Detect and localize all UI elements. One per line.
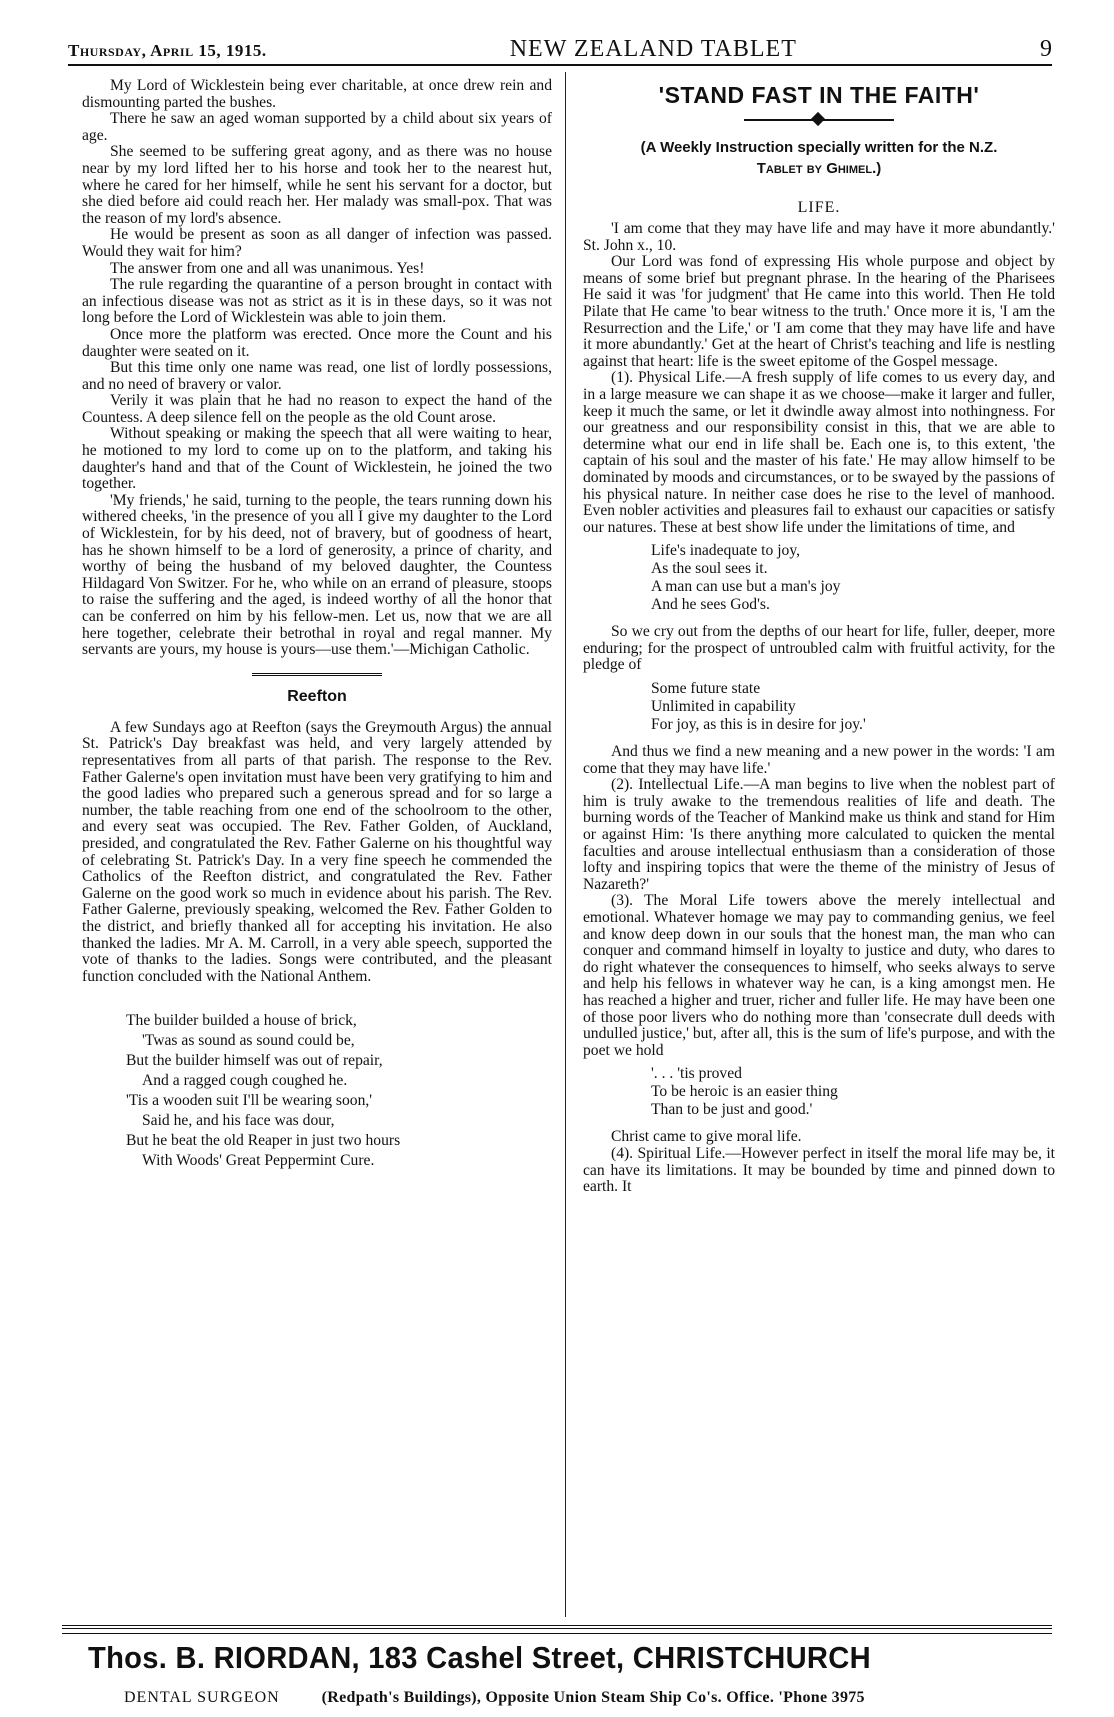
article-title: 'STAND FAST IN THE FAITH' [658, 82, 980, 108]
story-paragraph: There he saw an aged woman supported by a child about six years of age. [82, 110, 552, 144]
advert-address: (Redpath's Buildings), Opposite Union Steam Ship Co's. Office. 'Phone 3975 [321, 1689, 865, 1706]
verse-line: For joy, as this is in desire for joy.' [651, 716, 866, 734]
quoted-verse [651, 542, 1055, 614]
quoted-verse [651, 1065, 1055, 1119]
article-paragraph: (4). Spiritual Life.—However perfect in itself the moral life may be, it can have its limitations. It may be bounded by time and pinned down to earth. It [583, 1144, 1055, 1196]
article-paragraph: 'I am come that they may have life and may have it more abundantly.' St. John x., 10. [583, 220, 1055, 254]
article-paragraph: (1). Physical Life.—A fresh supply of life comes to us every day, and in a large measure we can shape it as we choose—make it larger and fuller, keep it much the same, or let it dwindle away almost into nothingness. For our greatness and our responsibility consist in this, that we are able to determine what our end in life shall be. Each one is, to this extent, 'the captain of his soul and the master of his fate.' He may allow himself to be dominated by moods and circumstances, or to be swayed by the passions of his physical nature. In neither case does he rise to the level of manhood. Even nobler activities and pleasures fail to exhaust our capacities or satisfy our natures. These at best show life under the limitations of time, and [583, 369, 1055, 536]
story-paragraph: He would be present as soon as all danger of infection was passed. Would they wait for him? [82, 226, 552, 260]
poem-line: And a ragged cough coughed he. [142, 1072, 348, 1090]
advert-name: Thos. B. RIORDAN, 183 Cashel Street, CHRISTCHURCH [88, 1640, 871, 1675]
verse-line: Some future state [651, 680, 761, 698]
poem-line: But he beat the old Reaper in just two hours [126, 1132, 401, 1150]
issue-date: Thursday, April 15, 1915. [68, 41, 267, 60]
advert-rule [62, 1633, 1052, 1634]
story-paragraph: She seemed to be suffering great agony, and as there was no house near by my lord lifted her to his horse and took her to the nearest hut, where he cared for her himself, while he sent his servant for a doctor, but she died before aid could reach her. Her malady was small-pox. That was the reason of my lord's absence. [82, 143, 552, 227]
article-paragraph: So we cry out from the depths of our heart for life, fuller, deeper, more enduring; for the prospect of untroubled calm with fruitful activity, for the pledge of [583, 623, 1055, 674]
masthead-title: NEW ZEALAND TABLET [509, 36, 797, 62]
poem-line: 'Tis a wooden suit I'll be wearing soon,' [126, 1092, 373, 1110]
left-column [82, 78, 552, 1171]
right-column [583, 78, 1055, 1196]
diamond-rule [744, 113, 894, 127]
poem-line: 'Twas as sound as sound could be, [142, 1032, 355, 1050]
story-paragraph: Once more the platform was erected. Once more the Count and his daughter were seated on it. [82, 325, 552, 360]
advert-details [124, 1689, 865, 1707]
verse-line: And he sees God's. [651, 596, 770, 614]
verse-line: Than to be just and good.' [651, 1101, 813, 1119]
advert-rule [62, 1625, 1052, 1629]
poem-line: The builder builded a house of brick, [126, 1012, 357, 1030]
page-number: 9 [1040, 36, 1052, 62]
story-paragraph: Verily it was plain that he had no reason to expect the hand of the Countess. A deep silence fell on the people as the old Count arose. [82, 392, 552, 426]
verse-line: Life's inadequate to joy, [651, 542, 801, 560]
story-paragraph: But this time only one name was read, one list of lordly possessions, and no need of bravery or valor. [82, 359, 552, 393]
article-paragraph: (2). Intellectual Life.—A man begins to live when the noblest part of him is truly awake to the tremendous realities of life and death. The burning words of the Teacher of Mankind make us think and stand for Him or against Him: 'Is there anything more calculated to quicken the mental faculties and arouse intellectual enthusiasm than a consideration of those lofty and inspiring topics that were the theme of the ministry of Jesus of Nazareth?' [583, 776, 1055, 893]
story-paragraph: Without speaking or making the speech that all were waiting to hear, he motioned to my lord to come up on to the platform, and taking his daughter's hand and that of the Count of Wicklestein, he joined the two together. [82, 425, 552, 493]
story-paragraph: The answer from one and all was unanimous. Yes! [110, 259, 425, 277]
story-paragraph: The rule regarding the quarantine of a person brought in contact with an infectious disease was not as strict as it is in these days, so it was not long before the Lord of Wicklestein was able to join them. [82, 276, 552, 327]
quoted-verse [651, 680, 1055, 734]
advert-profession: DENTAL SURGEON [124, 1689, 280, 1706]
verse-line: '. . . 'tis proved [651, 1065, 742, 1083]
life-heading: LIFE. [797, 199, 841, 216]
poem-line: But the builder himself was out of repair, [126, 1052, 383, 1070]
reefton-paragraph: A few Sundays ago at Reefton (says the Greymouth Argus) the annual St. Patrick's Day breakfast was held, and very largely attended by representatives from all parts of that parish. The response to the Rev. Father Galerne's open invitation must have been very gratifying to him and the good ladies who prepared such a generous spread and for so large a number, the table reaching from one end of the schoolroom to the other, and every seat was occupied. The Rev. Father Golden, of Auckland, presided, and congratulated the Rev. Father Galerne on his thoughtful way of celebrating St. Patrick's Day. In a very fine speech he commended the Catholics of the Reefton district, and congratulated the Rev. Father Galerne on the good work so much in evidence about his parish. The Rev. Father Galerne, previously speaking, welcomed the Rev. Father Golden to the district, and briefly thanked all for accepting his invitation. He also thanked the ladies. Mr A. M. Carroll, in a very able speech, supported the vote of thanks to the ladies. Songs were contributed, and the pleasant function concluded with the National Anthem. [82, 718, 552, 985]
section-divider [252, 673, 382, 676]
poem-line: With Woods' Great Peppermint Cure. [142, 1152, 375, 1170]
reefton-heading: Reefton [287, 687, 347, 705]
article-paragraph: And thus we find a new meaning and a new power in the words: 'I am come that they may have life.' [583, 743, 1055, 777]
verse-line: Unlimited in capability [651, 698, 796, 716]
column-divider [565, 72, 566, 1617]
builder-poem [126, 1011, 552, 1171]
subtitle-line: Tablet by Ghimel.) [756, 160, 882, 177]
verse-line: As the soul sees it. [651, 560, 768, 578]
article-paragraph: Christ came to give moral life. [611, 1128, 802, 1146]
story-paragraph: 'My friends,' he said, turning to the people, the tears running down his withered cheeks, 'in the presence of you all I give my daughter to the Lord of Wicklestein, for by his deed, not of bravery, but of goodness of heart, has he shown himself to be a lord of generosity, a prince of charity, and worthy of being the husband of my beloved daughter, the Countess Hildagard Von Switzer. For he, who while on an errand of pleasure, stoops to raise the suffering and the aged, is indeed worthy of all the honor that can be conferred on him by his fellow-men. Let us, now that we are all here together, celebrate their betrothal in royal and regal manner. My servants are yours, my house is yours—use them.'—Michigan Catholic. [82, 491, 552, 659]
verse-line: To be heroic is an easier thing [651, 1083, 838, 1101]
poem-line: Said he, and his face was dour, [142, 1112, 335, 1130]
subtitle-line: (A Weekly Instruction specially written for the N.Z. [640, 139, 998, 156]
story-paragraph: My Lord of Wicklestein being ever charitable, at once drew rein and dismounting parted the bushes. [82, 77, 552, 111]
article-paragraph: (3). The Moral Life towers above the merely intellectual and emotional. Whatever homage we may pay to commanding genius, we feel and know deep down in our souls that the honest man, the man who can conquer and command himself in loyalty to justice and duty, who dares to do right whatever the consequences to himself, who seeks always to serve and help his fellows in whatever way he can, is a king amongst men. He has reached a higher and truer, richer and fuller life. He may have been one of those poor livers who do nothing more than 'consecrate dull deeds with undulled justice,' but, after all, this is the sum of life's purpose, and with the poet we hold [583, 892, 1055, 1059]
article-subtitle [583, 137, 1055, 179]
page-header [68, 30, 1052, 66]
article-paragraph: Our Lord was fond of expressing His whole purpose and object by means of some brief but pregnant phrase. In the hearing of the Pharisees He said it was 'for judgment' that He came into this world. Then He told Pilate that He came 'to bear witness to the truth.' Once more it is, 'I am the Resurrection and the Life,' or 'I am come that they may have life and have it more abundantly.' Get at the heart of Christ's teaching and life is nestling against that heart: life is the sweet epitome of the Gospel message. [583, 253, 1055, 370]
verse-line: A man can use but a man's joy [651, 578, 841, 596]
